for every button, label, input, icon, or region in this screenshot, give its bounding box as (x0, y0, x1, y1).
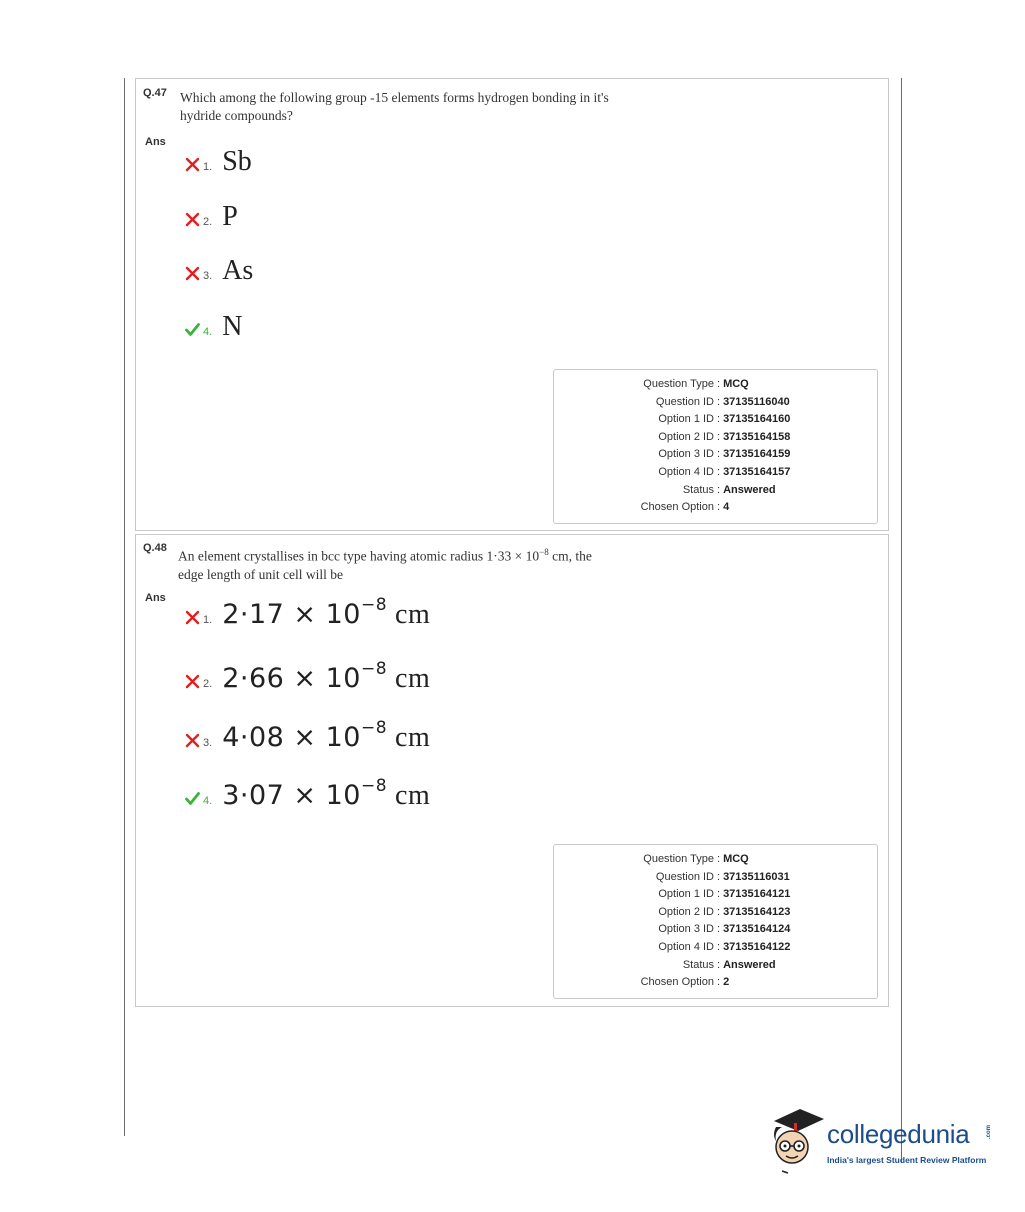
answer-label: Ans (145, 136, 166, 148)
question-number: Q.48 (143, 542, 167, 554)
meta-value: 37135164121 (723, 888, 791, 901)
question-text (178, 543, 698, 584)
option-value: As (222, 255, 254, 286)
option-number: 1. (203, 614, 213, 626)
meta-key: Option 1 ID (658, 413, 714, 426)
option-value: $3\cdot 07 \times 10^{-8}$ cm (222, 776, 431, 811)
meta-value: 37135116040 (723, 395, 790, 408)
meta-key: Option 2 ID (658, 905, 714, 918)
meta-key: Question Type (643, 853, 714, 865)
collegedunia-logo (768, 1105, 993, 1175)
meta-row: Option 4 ID : 37135164122 (554, 939, 877, 957)
meta-value: MCQ (723, 853, 749, 865)
option-value: $2\cdot 17 \times 10^{-8}$ cm (222, 595, 431, 630)
brand-name: collegedunia (827, 1119, 970, 1149)
option-value: $4\cdot 08 \times 10^{-8}$ cm (222, 718, 431, 753)
option-number: 3. (203, 737, 213, 749)
meta-row: Question ID : 37135116040 (554, 394, 877, 412)
meta-key: Chosen Option (640, 976, 714, 989)
option-4 (185, 776, 431, 812)
page-left-rule (124, 78, 125, 1136)
meta-key: Question ID (655, 395, 714, 408)
meta-value: 37135164158 (723, 430, 791, 443)
option-value: $2\cdot 66 \times 10^{-8}$ cm (222, 659, 431, 694)
option-number: 2. (203, 216, 213, 228)
question-meta-box (553, 369, 878, 524)
option-value: Sb (222, 146, 252, 177)
meta-row: Question Type : MCQ (554, 376, 877, 394)
mascot-icon (768, 1105, 826, 1175)
cross-icon (185, 733, 200, 748)
option-number: 4. (203, 795, 213, 807)
cross-icon (185, 674, 200, 689)
answer-label: Ans (145, 592, 166, 604)
option-number: 4. (203, 326, 213, 338)
option-value: P (222, 201, 238, 232)
meta-value: 37135164159 (723, 448, 791, 461)
question-text-line: hydride compounds? (180, 108, 293, 123)
question-number: Q.47 (143, 87, 167, 99)
meta-value: MCQ (723, 378, 749, 390)
option-4 (185, 311, 242, 343)
cross-icon (185, 266, 200, 281)
check-icon (185, 322, 200, 337)
page-right-rule (901, 78, 902, 1163)
meta-row: Question Type : MCQ (554, 851, 877, 869)
meta-key: Option 4 ID (658, 940, 714, 953)
cross-icon (185, 157, 200, 172)
option-2 (185, 201, 238, 233)
option-1 (185, 595, 431, 631)
meta-value: 2 (723, 976, 730, 989)
meta-value: 37135164124 (723, 923, 791, 936)
brand-suffix: .com (986, 1124, 993, 1140)
question-meta-box (553, 844, 878, 999)
option-number: 3. (203, 270, 213, 282)
meta-value: Answered (723, 958, 776, 971)
meta-key: Question Type (643, 378, 714, 390)
meta-value: 37135164157 (723, 465, 791, 478)
meta-row: Question ID : 37135116031 (554, 869, 877, 887)
question-text-line: An element crystallises in bcc type having atomic radius $1\cdot 33 \times 10^{-8}$ cm, the (178, 547, 592, 564)
meta-key: Question ID (655, 870, 714, 883)
option-number: 2. (203, 678, 213, 690)
cross-icon (185, 610, 200, 625)
meta-row: Option 3 ID : 37135164124 (554, 921, 877, 939)
question-text-line: edge length of unit cell will be (178, 566, 343, 582)
meta-key: Option 3 ID (658, 448, 714, 461)
meta-key: Status (682, 483, 714, 496)
option-2 (185, 659, 431, 695)
meta-row: Option 2 ID : 37135164158 (554, 429, 877, 447)
option-3 (185, 255, 253, 287)
meta-row: Status : Answered (554, 957, 877, 975)
meta-value: 4 (723, 501, 730, 514)
brand-tagline: India's largest Student Review Platform (827, 1155, 987, 1165)
meta-row: Option 2 ID : 37135164123 (554, 904, 877, 922)
meta-value: 37135164123 (723, 905, 791, 918)
check-icon (185, 791, 200, 806)
meta-row: Option 4 ID : 37135164157 (554, 464, 877, 482)
meta-row: Chosen Option : 2 (554, 974, 877, 992)
question-text-line: Which among the following group -15 elements forms hydrogen bonding in it's (180, 90, 609, 105)
meta-value: Answered (723, 483, 776, 496)
question-text (180, 89, 700, 125)
meta-key: Chosen Option (640, 501, 714, 514)
meta-row: Chosen Option : 4 (554, 499, 877, 517)
meta-key: Option 4 ID (658, 465, 714, 478)
meta-value: 37135116031 (723, 870, 790, 883)
meta-key: Option 2 ID (658, 430, 714, 443)
meta-row: Status : Answered (554, 482, 877, 500)
meta-value: 37135164160 (723, 413, 791, 426)
meta-key: Option 1 ID (658, 888, 714, 901)
option-3 (185, 718, 431, 754)
meta-row: Option 1 ID : 37135164160 (554, 411, 877, 429)
meta-key: Option 3 ID (658, 923, 714, 936)
option-1 (185, 146, 252, 178)
option-value: N (222, 311, 243, 342)
meta-row: Option 1 ID : 37135164121 (554, 886, 877, 904)
meta-key: Status (682, 958, 714, 971)
meta-value: 37135164122 (723, 940, 791, 953)
meta-row: Option 3 ID : 37135164159 (554, 446, 877, 464)
cross-icon (185, 212, 200, 227)
option-number: 1. (203, 161, 213, 173)
